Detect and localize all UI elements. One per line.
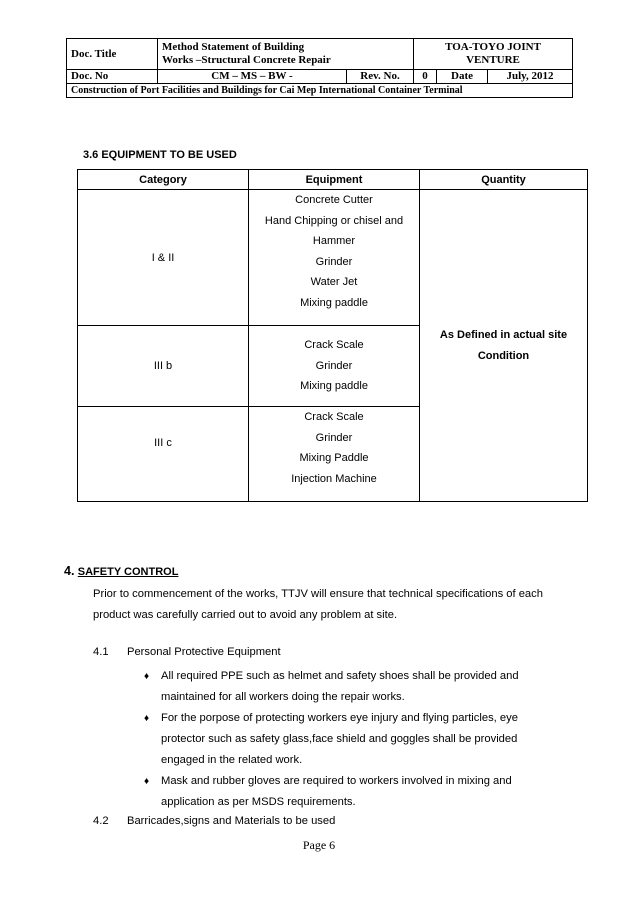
- bullet-line: All required PPE such as helmet and safety shoes shall be provided and: [161, 670, 519, 682]
- equipment-item: Hammer: [312, 235, 356, 247]
- bullet-line: For the porpose of protecting workers eye injury and flying particles, eye: [161, 712, 518, 724]
- list-item: [144, 666, 584, 708]
- category-cell: III b: [78, 326, 249, 407]
- equipment-item: Crack Scale: [304, 411, 364, 423]
- section-4-title: SAFETY CONTROL: [77, 566, 179, 578]
- equipment-cell: [249, 190, 420, 326]
- bullet-line: Mask and rubber gloves are required to workers involved in mixing and: [161, 775, 512, 787]
- diamond-bullet-icon: ♦: [144, 671, 150, 682]
- doc-no-label: Doc. No: [67, 70, 158, 84]
- bullet-line: protector such as safety glass,face shield and goggles shall be provided: [161, 733, 518, 745]
- equipment-item: Concrete Cutter: [295, 194, 373, 206]
- intro-line: product was carefully carried out to avoid any problem at site.: [93, 609, 398, 621]
- equipment-item: Hand Chipping or chisel and: [264, 214, 404, 227]
- section-3-6-heading: 3.6 EQUIPMENT TO BE USED: [83, 149, 237, 161]
- equipment-item: Water Jet: [310, 276, 358, 288]
- intro-line: Prior to commencement of the works, TTJV will ensure that technical specifications of each: [93, 588, 543, 600]
- category-cell: III c: [78, 407, 249, 502]
- list-item: [144, 708, 584, 771]
- doc-title-line2: Works –Structural Concrete Repair: [162, 54, 331, 66]
- equipment-cell: [249, 326, 420, 407]
- bullet-line: application as per MSDS requirements.: [161, 796, 356, 808]
- column-header-category: Category: [78, 170, 249, 190]
- equipment-cell: [249, 407, 420, 502]
- equipment-item: Crack Scale: [304, 339, 364, 352]
- document-header: [66, 38, 573, 98]
- diamond-bullet-icon: ♦: [144, 776, 150, 787]
- bullet-line: maintained for all workers doing the repair works.: [161, 691, 405, 703]
- doc-no-value: CM – MS – BW -: [158, 70, 347, 84]
- subsection-4-1-number: 4.1: [93, 646, 109, 658]
- subsection-4-2-title: Barricades,signs and Materials to be used: [127, 815, 336, 827]
- diamond-bullet-icon: ♦: [144, 713, 150, 724]
- section-4-heading: [64, 564, 178, 578]
- category-cell: I & II: [78, 190, 249, 326]
- section-4-intro: [93, 584, 583, 626]
- subsection-4-2-number: 4.2: [93, 815, 109, 827]
- ppe-bullet-list: [144, 666, 584, 813]
- doc-title-line1: Method Statement of Building: [162, 41, 305, 53]
- equipment-table: [77, 169, 588, 502]
- subsection-4-1-title: Personal Protective Equipment: [127, 646, 281, 658]
- equipment-item: Mixing Paddle: [299, 452, 369, 464]
- equipment-item: Mixing paddle: [300, 296, 368, 309]
- equipment-item: Grinder: [315, 431, 353, 444]
- table-row: [78, 190, 588, 326]
- equipment-item: Mixing paddle: [300, 380, 368, 393]
- table-header-row: [78, 170, 588, 190]
- doc-title-label: Doc. Title: [67, 39, 158, 70]
- quantity-line1: As Defined in actual site: [439, 328, 568, 341]
- date-label: Date: [437, 70, 488, 84]
- column-header-equipment: Equipment: [249, 170, 420, 190]
- equipment-item: Grinder: [315, 359, 353, 372]
- quantity-cell: [420, 190, 588, 502]
- company-name: TOA-TOYO JOINT VENTURE: [414, 39, 573, 70]
- quantity-line2: Condition: [477, 349, 530, 362]
- doc-title-value: [158, 39, 414, 70]
- column-header-quantity: Quantity: [420, 170, 588, 190]
- list-item: [144, 771, 584, 813]
- date-value: July, 2012: [488, 70, 573, 84]
- page-number: Page 6: [302, 838, 336, 852]
- section-4-number: 4.: [64, 564, 75, 578]
- rev-value: 0: [414, 70, 437, 84]
- bullet-line: engaged in the related work.: [161, 754, 303, 766]
- project-title: Construction of Port Facilities and Buildings for Cai Mep International Container Terminal: [67, 84, 573, 98]
- equipment-item: Injection Machine: [291, 472, 377, 485]
- rev-label: Rev. No.: [347, 70, 414, 84]
- equipment-item: Grinder: [315, 255, 353, 268]
